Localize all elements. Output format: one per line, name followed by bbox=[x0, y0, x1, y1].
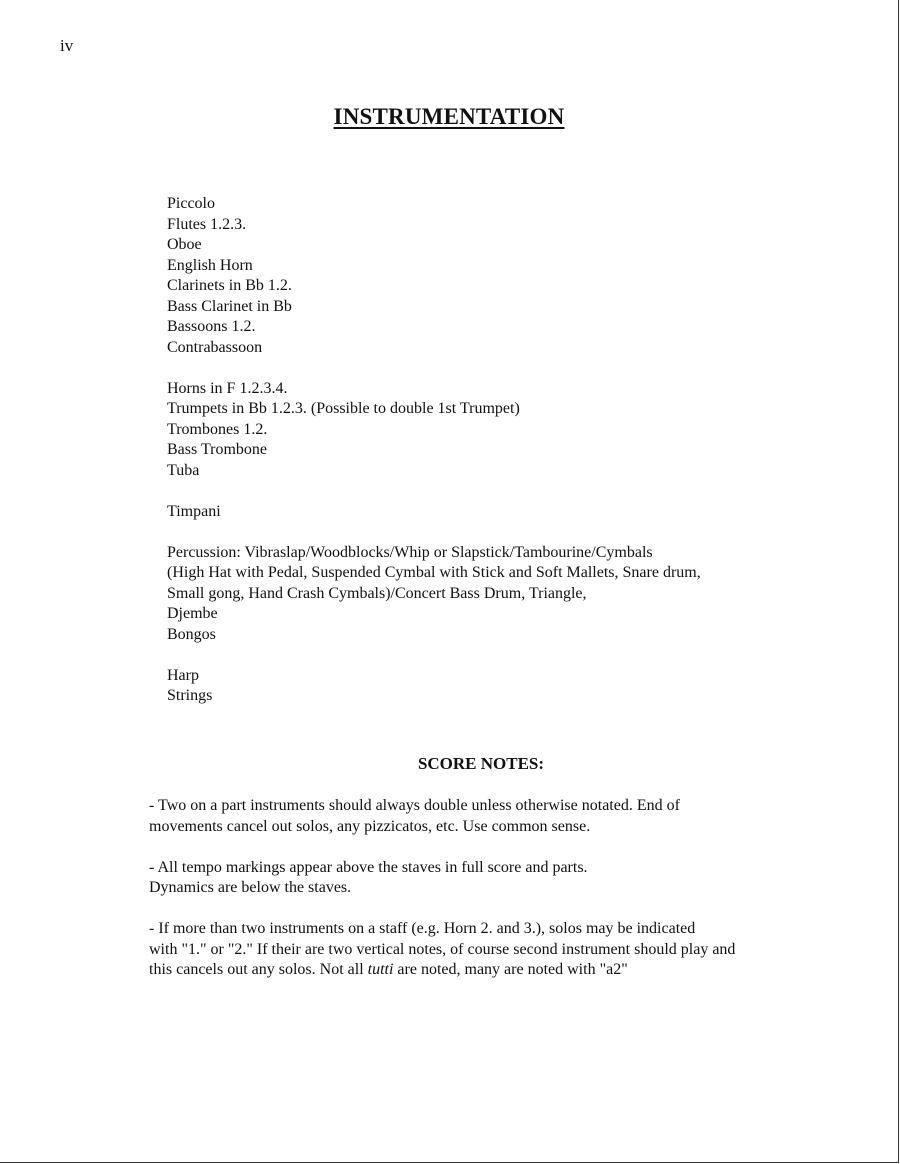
note-line: - Two on a part instruments should always double unless otherwise notated. End of bbox=[149, 797, 680, 814]
instrument-line: Djembe bbox=[167, 605, 218, 622]
brass-group bbox=[167, 379, 847, 482]
percussion-group bbox=[167, 543, 847, 646]
instrument-line: Bass Clarinet in Bb bbox=[167, 297, 292, 315]
instrument-line: Oboe bbox=[167, 236, 202, 253]
score-notes-title: SCORE NOTES: bbox=[417, 754, 545, 773]
instrument-line: Trombones 1.2. bbox=[167, 420, 268, 438]
instrument-line: Bassoons 1.2. bbox=[167, 318, 256, 335]
instrument-line: (High Hat with Pedal, Suspended Cymbal with Stick and Soft Mallets, Snare drum, bbox=[167, 564, 701, 581]
instrument-line: English Horn bbox=[167, 256, 253, 274]
note-line: - If more than two instruments on a staff (e.g. Horn 2. and 3.), solos may be indicated bbox=[149, 920, 696, 937]
instrument-line: Harp bbox=[167, 666, 199, 684]
instrument-line: Horns in F 1.2.3.4. bbox=[167, 379, 288, 397]
note-line: movements cancel out solos, any pizzicatos, etc. Use common sense. bbox=[149, 817, 591, 835]
note-line: with "1." or "2." If their are two vertical notes, of course second instrument should play and bbox=[149, 940, 736, 958]
score-notes bbox=[149, 796, 849, 1001]
page-title: INSTRUMENTATION bbox=[333, 104, 565, 129]
score-note bbox=[149, 919, 849, 981]
score-note bbox=[149, 796, 849, 837]
instrument-line: Bass Trombone bbox=[167, 441, 268, 458]
timpani-group bbox=[167, 502, 847, 523]
instrument-line: Tuba bbox=[167, 461, 200, 479]
note-line bbox=[149, 960, 849, 981]
note-text: this cancels out any solos. Not all bbox=[149, 961, 368, 978]
instrument-line: Strings bbox=[167, 687, 213, 704]
instrument-line: Percussion: Vibraslap/Woodblocks/Whip or Slapstick/Tambourine/Cymbals bbox=[167, 543, 653, 561]
page-number: iv bbox=[60, 36, 74, 55]
instrument-line: Bongos bbox=[167, 625, 216, 643]
woodwinds-group bbox=[167, 194, 847, 358]
strings-group bbox=[167, 666, 847, 707]
note-italic-text: tutti bbox=[367, 961, 394, 978]
instrument-line: Clarinets in Bb 1.2. bbox=[167, 277, 292, 294]
instrument-line: Trumpets in Bb 1.2.3. (Possible to double 1st Trumpet) bbox=[167, 400, 520, 417]
note-text: are noted, many are noted with "a2" bbox=[393, 961, 628, 978]
instrument-line: Timpani bbox=[167, 502, 221, 520]
note-line: - All tempo markings appear above the staves in full score and parts. bbox=[149, 858, 588, 876]
instrument-line: Piccolo bbox=[167, 195, 215, 212]
instrument-line: Small gong, Hand Crash Cymbals)/Concert Bass Drum, Triangle, bbox=[167, 584, 587, 602]
note-line: Dynamics are below the staves. bbox=[149, 879, 352, 896]
score-note bbox=[149, 858, 849, 899]
instrument-line: Contrabassoon bbox=[167, 338, 263, 356]
instrumentation-list bbox=[167, 194, 847, 727]
instrument-line: Flutes 1.2.3. bbox=[167, 215, 247, 233]
